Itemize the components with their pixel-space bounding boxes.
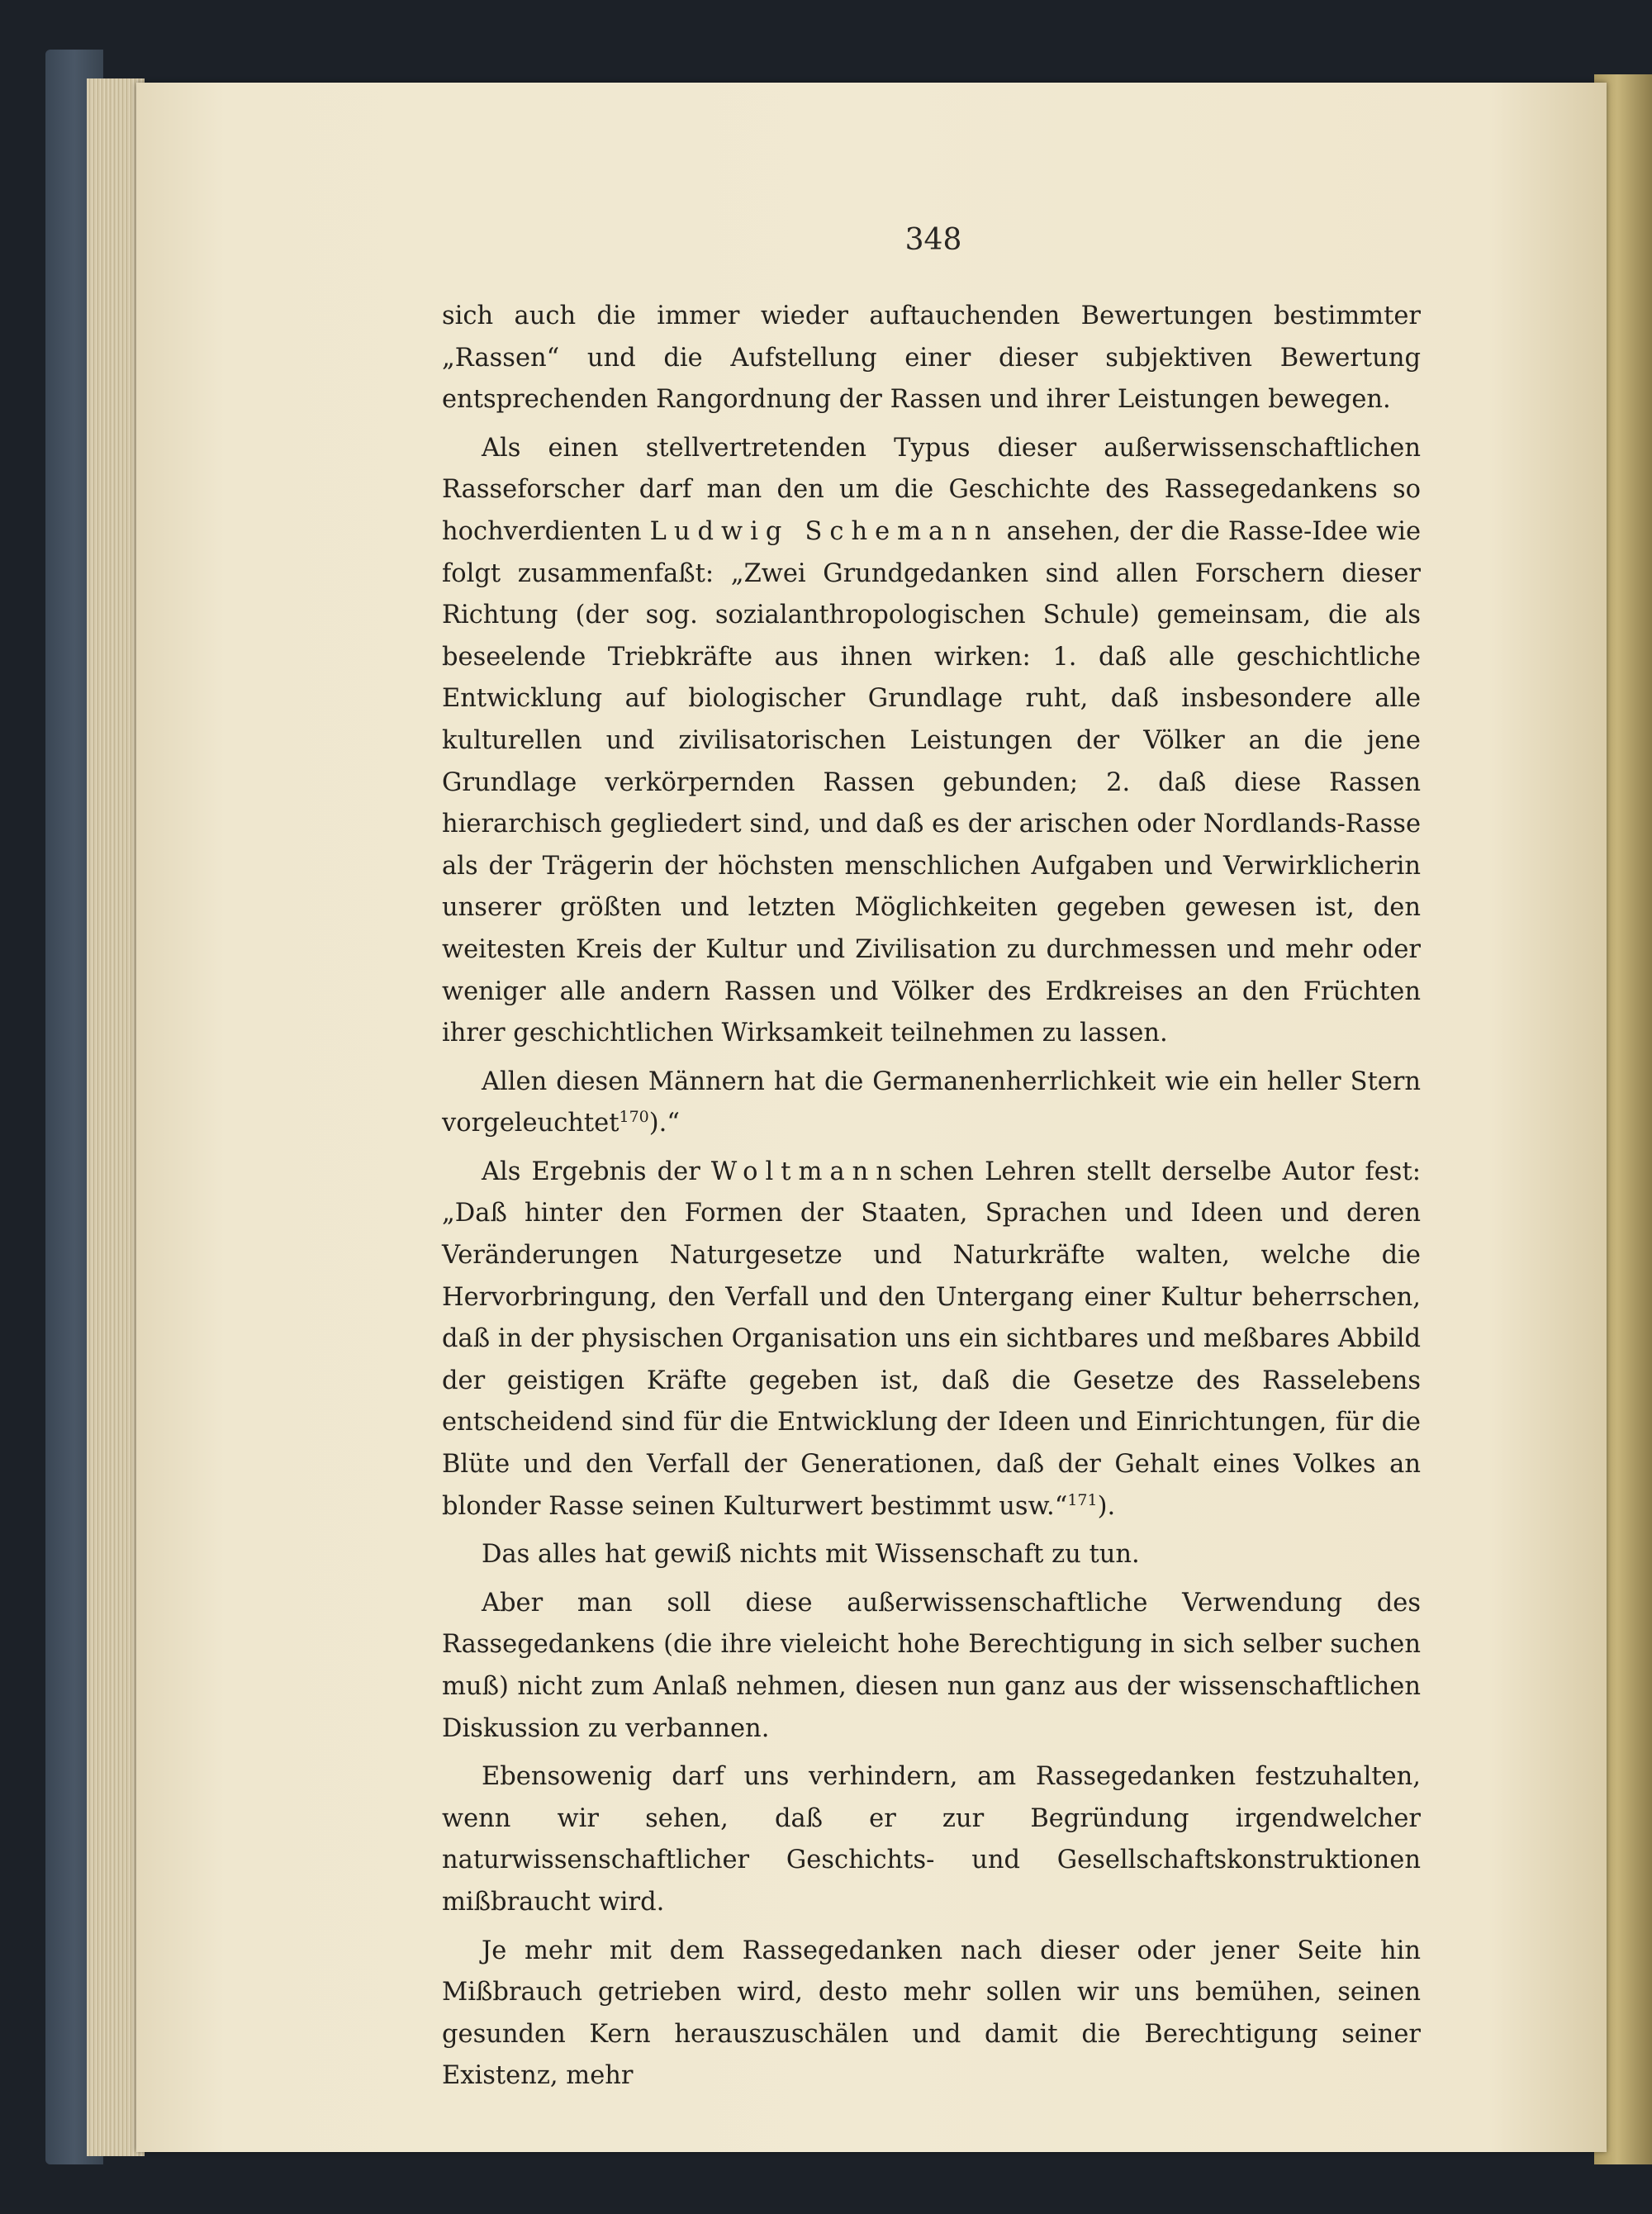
paragraph-2	[442, 428, 1421, 1055]
paragraph-2-part-b: ansehen, der die Rasse-Idee wie folgt zusammenfaßt: „Zwei Grundgedanken sind allen Forschern dieser Richtung (der sog. sozialanthropologischen Schule) gemeinsam, die als beseelende Triebkräfte aus ihnen wirken: 1. daß alle geschichtliche Entwicklung auf biologischer Grundlage ruht, daß insbesondere alle kulturellen und zivilisatorischen Leistungen der Völker an die jene Grundlage verkörpernden Rassen gebunden; 2. daß diese Rassen hierarchisch gegliedert sind, und daß es der arischen oder Nordlands-Rasse als der Trägerin der höchsten menschlichen Aufgaben und Verwirklicherin unserer größten und letzten Möglichkeiten gegeben gewesen ist, den weitesten Kreis der Kultur und Zivilisation zu durchmessen und mehr oder weniger alle andern Rassen und Völker des Erdkreises an den Früchten ihrer geschichtlichen Wirksamkeit teilnehmen zu lassen.	[442, 516, 1421, 1048]
paragraph-4	[442, 1152, 1421, 1527]
paragraph-2-part-a: Als einen stellvertretenden Typus dieser außerwissenschaftlichen Rasseforscher darf man den um die Geschichte des Rassegedankens so hochverdienten	[442, 433, 1421, 546]
body-text	[442, 296, 1421, 2104]
paragraph-4-part-c: ).	[1097, 1491, 1116, 1521]
footnote-ref-171: 171	[1067, 1490, 1098, 1509]
paragraph-7: Ebensowenig darf uns verhindern, am Rassegedanken festzuhalten, wenn wir sehen, daß er zur Begründung irgendwelcher naturwissenschaftlicher Geschichts- und Gesellschaftskonstruktionen mißbraucht wird.	[442, 1762, 1421, 1917]
page-number: 348	[904, 223, 962, 257]
author-name-schemann: Ludwig Schemann	[649, 516, 999, 546]
paragraph-4-part-b: schen Lehren stellt derselbe Autor fest: „Daß hinter den Formen der Staaten, Sprachen und Ideen und deren Veränderungen Naturgesetze und Naturkräfte walten, welche die Hervorbringung, den Verfall und den Untergang einer Kultur beherrschen, daß in der physischen Organisation uns ein sichtbares und meßbares Abbild der geistigen Kräfte gegeben ist, daß die Gesetze des Rasselebens entscheidend sind für die Entwicklung der Ideen und Einrichtungen, für die Blüte und den Verfall der Generationen, daß der Gehalt eines Volkes an blonder Rasse seinen Kulturwert bestimmt usw.“	[442, 1157, 1421, 1521]
paragraph-3	[442, 1062, 1421, 1145]
author-name-woltmann: Woltmann	[710, 1157, 900, 1186]
paragraph-8: Je mehr mit dem Rassegedanken nach dieser oder jener Seite hin Mißbrauch getrieben wird, desto mehr sollen wir uns bemühen, seinen gesunden Kern herauszuschälen und damit die Berechtigung seiner Existenz, mehr	[442, 1936, 1421, 2091]
paragraph-5: Das alles hat gewiß nichts mit Wissenschaft zu tun.	[482, 1540, 1140, 1570]
footnote-ref-170: 170	[619, 1108, 649, 1127]
paragraph-6: Aber man soll diese außerwissenschaftliche Verwendung des Rassegedankens (die ihre vieleicht hohe Berechtigung in sich selber suchen muß) nicht zum Anlaß nehmen, diesen nun ganz aus der wissenschaftlichen Diskussion zu verbannen.	[442, 1588, 1421, 1743]
paragraph-4-part-a: Als Ergebnis der	[482, 1157, 711, 1186]
paragraph-3-part-a: Allen diesen Männern hat die Germanenherrlichkeit wie ein heller Stern vorgeleuchtet	[442, 1067, 1421, 1138]
paragraph-1: sich auch die immer wieder auftauchenden Bewertungen bestimmter „Rassen“ und die Aufstellung einer dieser subjektiven Bewertung entsprechenden Rangordnung der Rassen und ihrer Leistungen bewegen.	[442, 302, 1421, 415]
paragraph-3-part-b: ).“	[648, 1109, 680, 1138]
